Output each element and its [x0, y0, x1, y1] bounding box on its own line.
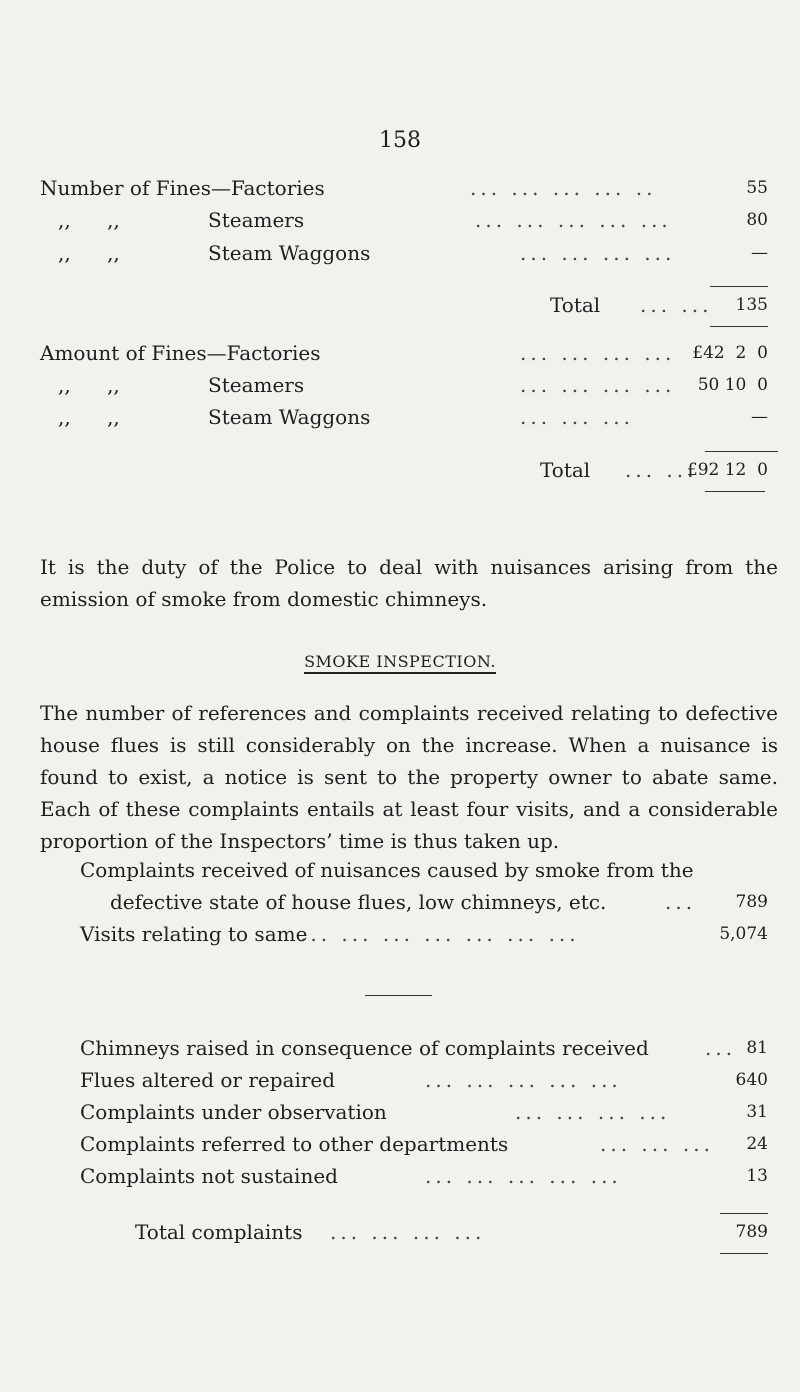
leader-dots: ... ... ... ... .. — [470, 176, 657, 200]
leader-dots: ... ... ... ... ... — [475, 208, 672, 232]
amount-total: £92 12 0 — [686, 460, 768, 480]
ditto-mark: ,, ,, — [58, 241, 120, 265]
complaints-line-1: Complaints received of nuisances caused by smoke from the — [80, 858, 694, 882]
leader-dots: ... ... ... ... — [515, 1100, 671, 1124]
divider — [710, 286, 768, 287]
leader-dots: ... ... ... ... — [520, 373, 676, 397]
fines-row-factories — [40, 173, 325, 203]
row-prefix: Amount of Fines— — [40, 341, 227, 365]
divider — [705, 491, 765, 492]
fines-total-label: Total — [550, 293, 601, 317]
leader-dots: ... ... — [640, 293, 713, 317]
outcome-value: 640 — [735, 1070, 768, 1090]
divider — [720, 1213, 768, 1214]
heading-text: SMOKE INSPECTION. — [304, 652, 496, 674]
divider — [710, 326, 768, 327]
row-label: Steam Waggons — [208, 241, 371, 265]
row-label: Steam Waggons — [208, 405, 371, 429]
outcome-value: 31 — [746, 1102, 768, 1122]
outcome-label: Chimneys raised in consequence of complaints received — [80, 1036, 649, 1060]
outcome-label: Complaints referred to other departments — [80, 1132, 509, 1156]
smoke-inspection-paragraph: The number of references and complaints received relating to defective house flues is still considerably on the increase. When a nuisance is found to exist, a notice is sent to the property owner to abate same. Each of these complaints entails at least four visits, and a considerable proportion of the Inspectors’ time is thus taken up. — [40, 701, 778, 853]
amount-steamers: 50 10 0 — [697, 375, 768, 395]
leader-dots: ... — [705, 1036, 737, 1060]
visits-count: 5,074 — [719, 924, 768, 944]
outcome-value: 24 — [746, 1134, 768, 1154]
amount-row-steamers — [58, 370, 304, 400]
total-complaints-value: 789 — [735, 1222, 768, 1242]
row-label: Steamers — [208, 373, 305, 397]
complaints-received-count: 789 — [735, 892, 768, 912]
ditto-mark: ,, ,, — [58, 208, 120, 232]
fines-row-steamers — [58, 205, 304, 235]
leader-dots: ... ... ... ... ... — [425, 1068, 622, 1092]
row-label: Steamers — [208, 208, 305, 232]
leader-dots: ... ... ... ... — [520, 341, 676, 365]
leader-dots: ... ... ... — [520, 405, 634, 429]
outcome-value: 81 — [746, 1038, 768, 1058]
outcome-label: Complaints under observation — [80, 1100, 387, 1124]
amount-steam-waggons: — — [751, 407, 768, 427]
divider — [720, 1253, 768, 1254]
leader-dots: ... ... ... ... — [520, 241, 676, 265]
divider — [365, 995, 432, 996]
outcome-value: 13 — [746, 1166, 768, 1186]
page-number: 158 — [379, 128, 421, 153]
leader-dots: ... ... — [625, 458, 698, 482]
fines-row-steam-waggons — [58, 238, 370, 268]
row-prefix: Number of Fines— — [40, 176, 231, 200]
divider — [705, 451, 778, 452]
section-heading — [0, 652, 800, 671]
complaints-line-2: defective state of house flues, low chimneys, etc. — [110, 890, 607, 914]
fines-count-steam-waggons: — — [751, 243, 768, 263]
leader-dots: ... ... ... — [600, 1132, 714, 1156]
leader-dots: ... — [665, 890, 697, 914]
outcome-label: Complaints not sustained — [80, 1164, 338, 1188]
row-label: Factories — [226, 341, 321, 365]
fines-count-total: 135 — [735, 295, 768, 315]
police-duty-paragraph: It is the duty of the Police to deal with nuisances arising from the emission of smoke from domestic chimneys. — [40, 555, 778, 611]
ditto-mark: ,, ,, — [58, 405, 120, 429]
row-label: Factories — [230, 176, 325, 200]
amount-factories: £42 2 0 — [692, 343, 768, 363]
fines-count-factories: 55 — [746, 178, 768, 198]
amount-row-steam-waggons — [58, 402, 370, 432]
fines-count-steamers: 80 — [746, 210, 768, 230]
total-complaints-label: Total complaints — [135, 1220, 303, 1244]
leader-dots: ... ... ... ... ... ... ... — [300, 922, 580, 946]
amount-row-factories — [40, 338, 320, 368]
visits-label: Visits relating to same — [80, 922, 308, 946]
leader-dots: ... ... ... ... ... — [425, 1164, 622, 1188]
leader-dots: ... ... ... ... — [330, 1220, 486, 1244]
outcome-label: Flues altered or repaired — [80, 1068, 336, 1092]
ditto-mark: ,, ,, — [58, 373, 120, 397]
amount-total-label: Total — [540, 458, 591, 482]
